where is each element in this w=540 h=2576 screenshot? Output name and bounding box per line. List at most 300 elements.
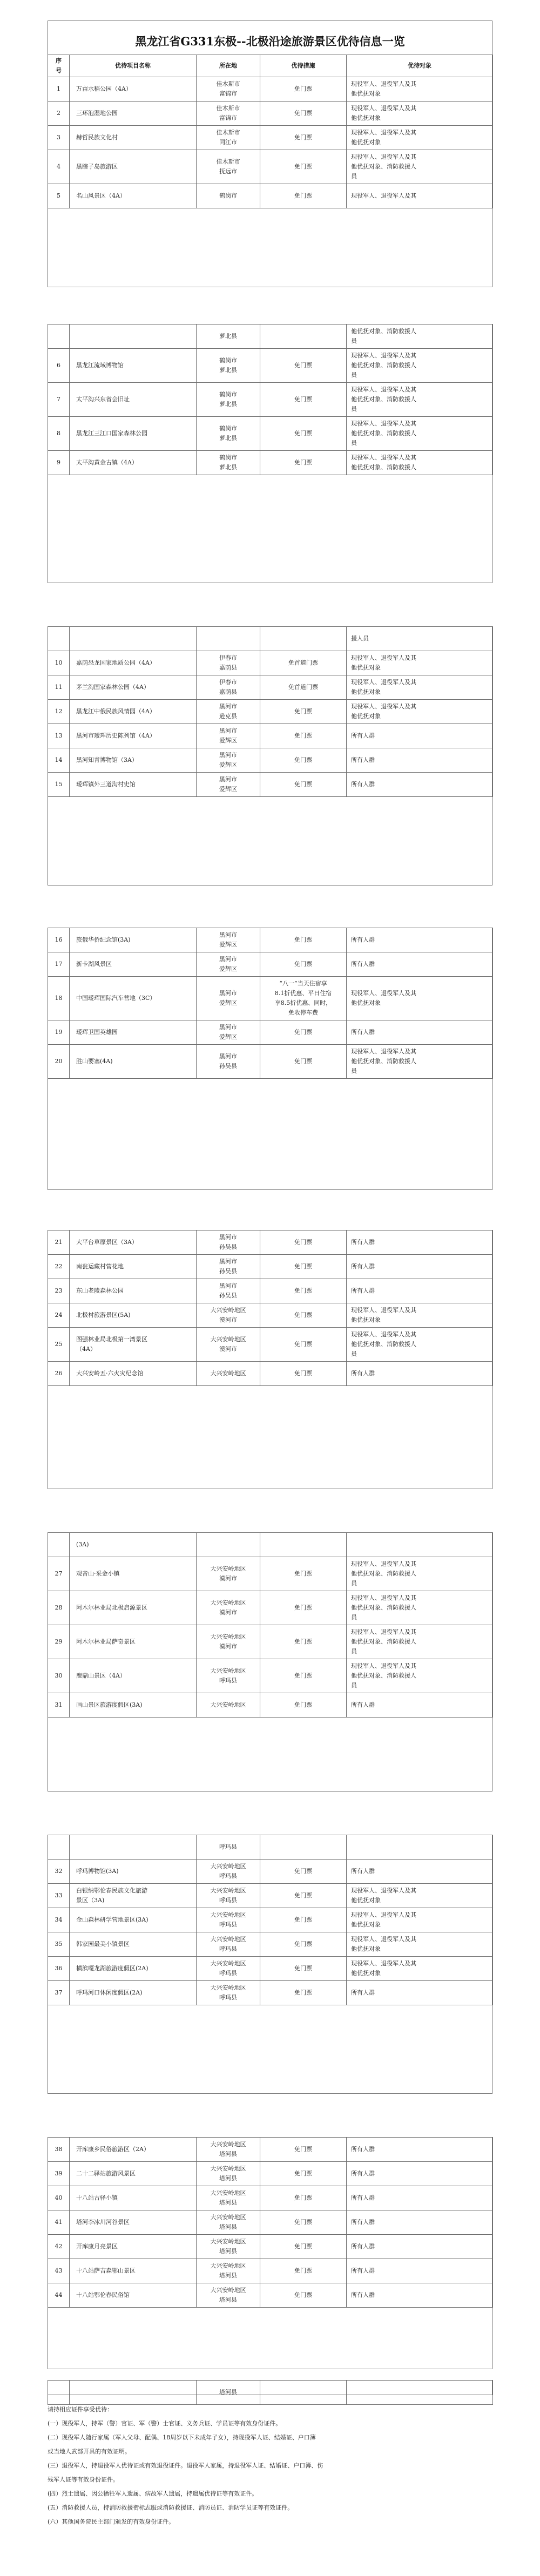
cell-no: 20 <box>48 1045 70 1079</box>
table-page <box>48 2380 492 2395</box>
cell-no: 31 <box>48 1693 70 1718</box>
cell-measure: 免门票 <box>260 126 347 150</box>
note-line: (五）消防救援人员，持消防救援衔标志服或消防救援证、消防员证、消防学员证等有效证件。 <box>48 2504 294 2511</box>
table-row <box>48 349 493 383</box>
note-line: 残军人证等有效身份证件。 <box>48 2476 119 2483</box>
cell-location: 大兴安岭地区 呼玛县 <box>197 1908 260 1932</box>
cell-project-name: 东山老陵森林公园 <box>70 1279 197 1303</box>
cell-location: 黑河市 爱辉区 <box>197 1020 260 1045</box>
cell-target: 现役军人、退役军人及其 他优抚对象 <box>347 977 493 1020</box>
cell-target: 现役军人、退役军人及其 他优抚对象、消防救援人 员 <box>347 1625 493 1659</box>
cell-project-name: 二十二驿站旅游风景区 <box>70 2162 197 2186</box>
cell-target: 现役军人、退役军人及其 他优抚对象 <box>347 126 493 150</box>
cell-target <box>347 1533 493 1557</box>
table-row <box>48 324 493 349</box>
cell-measure: 免门票 <box>260 2259 347 2283</box>
cell-target: 援人员 <box>347 627 493 651</box>
cell-target: 现役军人、退役军人及其 他优抚对象、消防救援人 员 <box>347 1328 493 1362</box>
cell-target: 现役军人、退役军人及其 他优抚对象 <box>347 77 493 102</box>
cell-no: 32 <box>48 1860 70 1884</box>
table-row <box>48 1835 493 1860</box>
cell-location: 黑河市 孙吴县 <box>197 1230 260 1255</box>
cell-target: 所有人群 <box>347 748 493 773</box>
cell-project-name <box>70 324 197 349</box>
table-page <box>48 1835 492 2094</box>
table-row <box>48 2259 493 2283</box>
note-line: (三）退役军人，持退役军人优待证或有效退役证件。退役军人家属，持退役军人证、结婚证、户口簿、伤 <box>48 2462 323 2469</box>
cell-no: 1 <box>48 77 70 102</box>
cell-measure: 免门票 <box>260 1255 347 1279</box>
cell-no: 24 <box>48 1303 70 1328</box>
cell-measure: 免门票 <box>260 773 347 797</box>
cell-project-name: 十八站萨吉森鄂山景区 <box>70 2259 197 2283</box>
cell-measure: 免首道门票 <box>260 675 347 700</box>
cell-no: 10 <box>48 651 70 675</box>
table-row <box>48 977 493 1020</box>
table-row <box>48 1328 493 1362</box>
cell-location: 佳木斯市 富锦市 <box>197 77 260 102</box>
cell-measure: 免门票 <box>260 2283 347 2308</box>
header-target: 优待对象 <box>347 55 493 77</box>
cell-location: 大兴安岭地区 塔河县 <box>197 2162 260 2186</box>
cell-measure: 免门票 <box>260 150 347 184</box>
cell-project-name: 金山森林研学营地景区(3A) <box>70 1908 197 1932</box>
benefit-table <box>48 324 493 475</box>
cell-no: 21 <box>48 1230 70 1255</box>
cell-project-name: 白银纳鄂伦春民族文化旅游 景区（3A) <box>70 1884 197 1908</box>
cell-target: 所有人群 <box>347 952 493 977</box>
cell-project-name: 大兴安岭五·六火灾纪念馆 <box>70 1362 197 1386</box>
cell-no: 6 <box>48 349 70 383</box>
document-title: 黑龙江省G331东极--北极沿途旅游景区优待信息一览 <box>135 35 405 48</box>
cell-no: 22 <box>48 1255 70 1279</box>
table-page <box>48 2137 492 2369</box>
cell-no: 27 <box>48 1557 70 1591</box>
benefit-table <box>48 55 493 208</box>
cell-target: 现役军人、退役军人及其 他优抚对象、消防救援人 <box>347 451 493 475</box>
cell-measure: 免门票 <box>260 1884 347 1908</box>
cell-no <box>48 1835 70 1860</box>
cell-location: 黑河市 爱辉区 <box>197 952 260 977</box>
cell-no: 9 <box>48 451 70 475</box>
cell-measure: 免门票 <box>260 1981 347 2005</box>
benefit-table <box>48 1835 493 2005</box>
cell-measure <box>260 1835 347 1860</box>
table-row <box>48 1981 493 2005</box>
note-line: (四）烈士遗属、因公牺牲军人遗属、病故军人遗属，持遗属优待证等有效证件。 <box>48 2490 258 2497</box>
note-line: (六）其他国务院民主部门颁发的有效身份证件。 <box>48 2518 175 2525</box>
cell-location <box>197 627 260 651</box>
cell-location: 大兴安岭地区 塔河县 <box>197 2235 260 2259</box>
cell-project-name: 黑瞎子岛旅游区 <box>70 150 197 184</box>
cell-target: 现役军人、退役军人及其 他优抚对象、消防救援人 员 <box>347 1659 493 1693</box>
cell-target: 现役军人、退役军人及其 他优抚对象 <box>347 1908 493 1932</box>
cell-measure: “八一”当天住宿享 8.1折优惠、平日住宿 享8.5折优惠、同时， 免收停车费 <box>260 977 347 1020</box>
cell-location: 黑河市 爱辉区 <box>197 748 260 773</box>
table-row <box>48 2283 493 2308</box>
cell-location: 佳木斯市 抚远市 <box>197 150 260 184</box>
benefit-table <box>48 626 493 797</box>
cell-target: 现役军人、退役军人及其 <box>347 184 493 208</box>
cell-no: 29 <box>48 1625 70 1659</box>
cell-measure: 免门票 <box>260 383 347 417</box>
cell-location: 呼玛县 <box>197 1835 260 1860</box>
cell-no: 16 <box>48 928 70 952</box>
cell-no: 35 <box>48 1932 70 1957</box>
cell-target: 现役军人、退役军人及其 他优抚对象 <box>347 700 493 724</box>
cell-measure: 免门票 <box>260 2186 347 2210</box>
cell-measure <box>260 2381 347 2405</box>
cell-measure: 免门票 <box>260 1557 347 1591</box>
table-row <box>48 126 493 150</box>
cell-target: 现役军人、退役军人及其 他优抚对象 <box>347 1303 493 1328</box>
cell-no <box>48 1533 70 1557</box>
table-row <box>48 1045 493 1079</box>
cell-measure: 免门票 <box>260 1303 347 1328</box>
cell-project-name: 观音山·采金小镇 <box>70 1557 197 1591</box>
cell-location <box>197 1533 260 1557</box>
table-row <box>48 952 493 977</box>
cell-no: 11 <box>48 675 70 700</box>
cell-measure: 免门票 <box>260 1957 347 1981</box>
table-row <box>48 627 493 651</box>
cell-no: 39 <box>48 2162 70 2186</box>
cell-measure: 免门票 <box>260 1860 347 1884</box>
note-line: (一）现役军人，持军（警）官证、军（警）士官证、义务兵证、学员证等有效身份证件。 <box>48 2420 282 2427</box>
table-row <box>48 2186 493 2210</box>
cell-target: 所有人群 <box>347 1279 493 1303</box>
cell-measure: 免门票 <box>260 451 347 475</box>
cell-target: 所有人群 <box>347 1255 493 1279</box>
table-row <box>48 1908 493 1932</box>
table-row <box>48 1693 493 1718</box>
cell-measure: 免门票 <box>260 2162 347 2186</box>
table-row <box>48 2210 493 2235</box>
cell-project-name: 南瓮运藏村营花地 <box>70 1255 197 1279</box>
cell-project-name: 万亩水稻公园（4A） <box>70 77 197 102</box>
table-row <box>48 102 493 126</box>
table-row <box>48 1932 493 1957</box>
cell-no: 30 <box>48 1659 70 1693</box>
cell-target: 所有人群 <box>347 1020 493 1045</box>
cell-location: 大兴安岭地区 塔河县 <box>197 2259 260 2283</box>
table-row <box>48 1659 493 1693</box>
cell-no: 7 <box>48 383 70 417</box>
cell-measure: 免门票 <box>260 1045 347 1079</box>
cell-target: 现役军人、退役军人及其 他优抚对象、消防救援人 员 <box>347 1045 493 1079</box>
cell-project-name: 新卡湖风景区 <box>70 952 197 977</box>
table-row <box>48 1860 493 1884</box>
cell-measure: 免门票 <box>260 1932 347 1957</box>
cell-no: 12 <box>48 700 70 724</box>
cell-target: 现役军人、退役军人及其 他优抚对象、消防救援人 员 <box>347 417 493 451</box>
table-header-row <box>48 55 493 77</box>
cell-project-name: 胜山要塞(4A) <box>70 1045 197 1079</box>
cell-target: 所有人群 <box>347 1693 493 1718</box>
table-row <box>48 1625 493 1659</box>
table-row <box>48 675 493 700</box>
header-location: 所在地 <box>197 55 260 77</box>
cell-project-name: 画山景区旅游度假区(3A) <box>70 1693 197 1718</box>
cell-target: 所有人群 <box>347 1230 493 1255</box>
cell-project-name: 黑龙江中俄民族风情园（4A） <box>70 700 197 724</box>
table-row <box>48 383 493 417</box>
cell-location: 大兴安岭地区 呼玛县 <box>197 1981 260 2005</box>
cell-project-name: 太平沟黄金古镇（4A） <box>70 451 197 475</box>
cell-no: 4 <box>48 150 70 184</box>
cell-measure: 免门票 <box>260 1328 347 1362</box>
cell-measure: 免门票 <box>260 77 347 102</box>
cell-measure: 免门票 <box>260 1230 347 1255</box>
cell-measure: 免门票 <box>260 184 347 208</box>
cell-target: 现役军人、退役军人及其 他优抚对象、消防救援人 员 <box>347 349 493 383</box>
cell-measure: 免门票 <box>260 1020 347 1045</box>
cell-location: 大兴安岭地区 呼玛县 <box>197 1860 260 1884</box>
cell-project-name: 黑河市瑷珲历史陈列馆（4A） <box>70 724 197 748</box>
cell-target: 所有人群 <box>347 724 493 748</box>
cell-measure: 免门票 <box>260 1908 347 1932</box>
table-row <box>48 700 493 724</box>
cell-project-name: (3A) <box>70 1533 197 1557</box>
cell-target: 所有人群 <box>347 2210 493 2235</box>
table-row <box>48 651 493 675</box>
cell-no: 43 <box>48 2259 70 2283</box>
cell-no: 38 <box>48 2138 70 2162</box>
cell-project-name: 赫哲民族文化村 <box>70 126 197 150</box>
cell-project-name: 茅兰沟国家森林公园（4A） <box>70 675 197 700</box>
cell-no <box>48 2381 70 2405</box>
cell-location: 大兴安岭地区 塔河县 <box>197 2210 260 2235</box>
cell-measure: 免门票 <box>260 724 347 748</box>
cell-location: 大兴安岭地区 漠河市 <box>197 1625 260 1659</box>
cell-measure: 免门票 <box>260 1362 347 1386</box>
table-row <box>48 2162 493 2186</box>
cell-target: 现役军人、退役军人及其 他优抚对象、消防救援人 员 <box>347 383 493 417</box>
cell-no: 37 <box>48 1981 70 2005</box>
note-line: 或当地人武部开具的有效证明。 <box>48 2448 131 2455</box>
cell-no: 40 <box>48 2186 70 2210</box>
cell-no: 36 <box>48 1957 70 1981</box>
cell-measure: 免门票 <box>260 952 347 977</box>
cell-measure: 免门票 <box>260 1693 347 1718</box>
table-row <box>48 150 493 184</box>
cell-location: 黑河市 孙吴县 <box>197 1279 260 1303</box>
table-page <box>48 21 492 287</box>
cell-target <box>347 2381 493 2405</box>
table-row <box>48 1591 493 1625</box>
cell-location: 鹤岗市 萝北县 <box>197 383 260 417</box>
cell-location: 大兴安岭地区 呼玛县 <box>197 1957 260 1981</box>
table-row <box>48 1884 493 1908</box>
cell-measure: 免门票 <box>260 1625 347 1659</box>
cell-no: 26 <box>48 1362 70 1386</box>
table-row <box>48 184 493 208</box>
cell-project-name: 瑷珲镇外三道沟村史馆 <box>70 773 197 797</box>
table-page <box>48 324 492 583</box>
cell-measure <box>260 1533 347 1557</box>
cell-project-name: 韩家园最美小镇景区 <box>70 1932 197 1957</box>
cell-location: 鹤岗市 萝北县 <box>197 349 260 383</box>
cell-target: 现役军人、退役军人及其 他优抚对象 <box>347 651 493 675</box>
cell-project-name: 名山风景区（4A） <box>70 184 197 208</box>
notes-heading: 请持相应证件享受优待： <box>48 2406 113 2413</box>
table-page <box>48 1230 492 1489</box>
header-project-name: 优待项目名称 <box>70 55 197 77</box>
notes-section <box>48 2403 492 2529</box>
cell-measure: 免门票 <box>260 928 347 952</box>
cell-measure: 免门票 <box>260 1659 347 1693</box>
cell-target <box>347 1835 493 1860</box>
cell-no: 28 <box>48 1591 70 1625</box>
table-page <box>48 626 492 885</box>
cell-project-name: 鹿鼎山景区（4A） <box>70 1659 197 1693</box>
cell-project-name: 呼玛河口休闲度假区(2A) <box>70 1981 197 2005</box>
cell-location: 佳木斯市 同江市 <box>197 126 260 150</box>
benefit-table <box>48 1532 493 1718</box>
cell-location: 大兴安岭地区 <box>197 1693 260 1718</box>
table-row <box>48 1362 493 1386</box>
cell-project-name: 三环泡湿地公园 <box>70 102 197 126</box>
benefit-table <box>48 2380 493 2405</box>
cell-location: 黑河市 爱辉区 <box>197 977 260 1020</box>
cell-target: 他优抚对象、消防救援人 员 <box>347 324 493 349</box>
cell-target: 现役军人、退役军人及其 他优抚对象 <box>347 675 493 700</box>
cell-location: 鹤岗市 萝北县 <box>197 451 260 475</box>
cell-no: 34 <box>48 1908 70 1932</box>
cell-target: 所有人群 <box>347 1981 493 2005</box>
cell-project-name: 瑷珲卫国英雄园 <box>70 1020 197 1045</box>
table-row <box>48 77 493 102</box>
cell-location: 大兴安岭地区 漠河市 <box>197 1303 260 1328</box>
cell-project-name <box>70 1835 197 1860</box>
benefit-table <box>48 1230 493 1386</box>
cell-target: 现役军人、退役军人及其 他优抚对象 <box>347 1884 493 1908</box>
cell-no: 33 <box>48 1884 70 1908</box>
cell-target: 所有人群 <box>347 2235 493 2259</box>
cell-project-name: 黑河知青博物馆（3A） <box>70 748 197 773</box>
cell-no: 8 <box>48 417 70 451</box>
cell-location: 鹤岗市 <box>197 184 260 208</box>
cell-project-name: 中国瑷珲国际汽车营地（3C） <box>70 977 197 1020</box>
cell-target: 现役军人、退役军人及其 他优抚对象 <box>347 1932 493 1957</box>
table-row <box>48 748 493 773</box>
cell-project-name: 旅俄华侨纪念馆(3A) <box>70 928 197 952</box>
cell-location: 伊春市 嘉荫县 <box>197 675 260 700</box>
table-row <box>48 2381 493 2405</box>
cell-target: 所有人群 <box>347 1860 493 1884</box>
cell-project-name: 十八站古驿小镇 <box>70 2186 197 2210</box>
cell-location: 黑河市 孙吴县 <box>197 1255 260 1279</box>
cell-measure: 免门票 <box>260 102 347 126</box>
table-row <box>48 773 493 797</box>
cell-no: 19 <box>48 1020 70 1045</box>
cell-location: 大兴安岭地区 塔河县 <box>197 2283 260 2308</box>
cell-location: 黑河市 孙吴县 <box>197 1045 260 1079</box>
cell-measure: 免门票 <box>260 2210 347 2235</box>
cell-project-name: 嘉荫恐龙国家地质公园（4A） <box>70 651 197 675</box>
cell-measure: 免门票 <box>260 417 347 451</box>
table-row <box>48 1303 493 1328</box>
cell-location: 大兴安岭地区 塔河县 <box>197 2186 260 2210</box>
cell-target: 现役军人、退役军人及其 他优抚对象、消防救援人 员 <box>347 150 493 184</box>
cell-target: 现役军人、退役军人及其 他优抚对象、消防救援人 员 <box>347 1557 493 1591</box>
table-row <box>48 2138 493 2162</box>
cell-project-name: 太平沟兴东省会旧址 <box>70 383 197 417</box>
table-row <box>48 1957 493 1981</box>
table-row <box>48 2235 493 2259</box>
cell-target: 所有人群 <box>347 928 493 952</box>
cell-target: 所有人群 <box>347 2162 493 2186</box>
cell-measure: 免门票 <box>260 1591 347 1625</box>
cell-no: 15 <box>48 773 70 797</box>
table-row <box>48 1230 493 1255</box>
cell-location: 黑河市 爱辉区 <box>197 928 260 952</box>
cell-location: 黑河市 爱辉区 <box>197 724 260 748</box>
cell-no: 3 <box>48 126 70 150</box>
header-measure: 优待措施 <box>260 55 347 77</box>
cell-measure: 免门票 <box>260 700 347 724</box>
table-row <box>48 928 493 952</box>
cell-project-name: 黑龙江流域博物馆 <box>70 349 197 383</box>
cell-location: 塔河县 <box>197 2381 260 2405</box>
cell-no: 44 <box>48 2283 70 2308</box>
cell-location: 黑河市 爱辉区 <box>197 773 260 797</box>
cell-project-name: 图强林业局北极第一湾景区 （4A） <box>70 1328 197 1362</box>
cell-project-name: 黑龙江三江口国家森林公园 <box>70 417 197 451</box>
table-row <box>48 1557 493 1591</box>
cell-measure <box>260 627 347 651</box>
cell-no: 25 <box>48 1328 70 1362</box>
cell-target: 现役军人、退役军人及其 他优抚对象 <box>347 102 493 126</box>
cell-no: 13 <box>48 724 70 748</box>
cell-project-name: 大平台草原景区（3A） <box>70 1230 197 1255</box>
cell-project-name: 开库康乡民俗旅游区（2A） <box>70 2138 197 2162</box>
table-page <box>48 1532 492 1791</box>
table-page <box>48 928 492 1190</box>
cell-measure: 免门票 <box>260 349 347 383</box>
cell-no <box>48 324 70 349</box>
benefit-table <box>48 928 493 1079</box>
cell-measure: 免门票 <box>260 2138 347 2162</box>
header-no: 序 号 <box>48 55 70 77</box>
benefit-table <box>48 2137 493 2308</box>
table-row <box>48 724 493 748</box>
cell-target: 所有人群 <box>347 2259 493 2283</box>
cell-location: 大兴安岭地区 呼玛县 <box>197 1659 260 1693</box>
cell-target: 现役军人、退役军人及其 他优抚对象 <box>347 1957 493 1981</box>
table-row <box>48 1020 493 1045</box>
cell-no: 5 <box>48 184 70 208</box>
cell-location: 大兴安岭地区 呼玛县 <box>197 1932 260 1957</box>
cell-target: 所有人群 <box>347 2186 493 2210</box>
cell-project-name <box>70 627 197 651</box>
cell-no <box>48 627 70 651</box>
cell-location: 大兴安岭地区 漠河市 <box>197 1328 260 1362</box>
cell-no: 23 <box>48 1279 70 1303</box>
cell-measure: 免门票 <box>260 748 347 773</box>
cell-project-name: 塔河李冰川河谷景区 <box>70 2210 197 2235</box>
cell-target: 所有人群 <box>347 2283 493 2308</box>
cell-project-name: 北极村旅游景区(5A) <box>70 1303 197 1328</box>
cell-target: 所有人群 <box>347 773 493 797</box>
cell-project-name: 横滨嘎龙湖旅游度假区(2A) <box>70 1957 197 1981</box>
cell-no: 18 <box>48 977 70 1020</box>
cell-no: 41 <box>48 2210 70 2235</box>
cell-no: 17 <box>48 952 70 977</box>
cell-project-name: 开库康月亮景区 <box>70 2235 197 2259</box>
table-row <box>48 451 493 475</box>
cell-location: 鹤岗市 萝北县 <box>197 417 260 451</box>
